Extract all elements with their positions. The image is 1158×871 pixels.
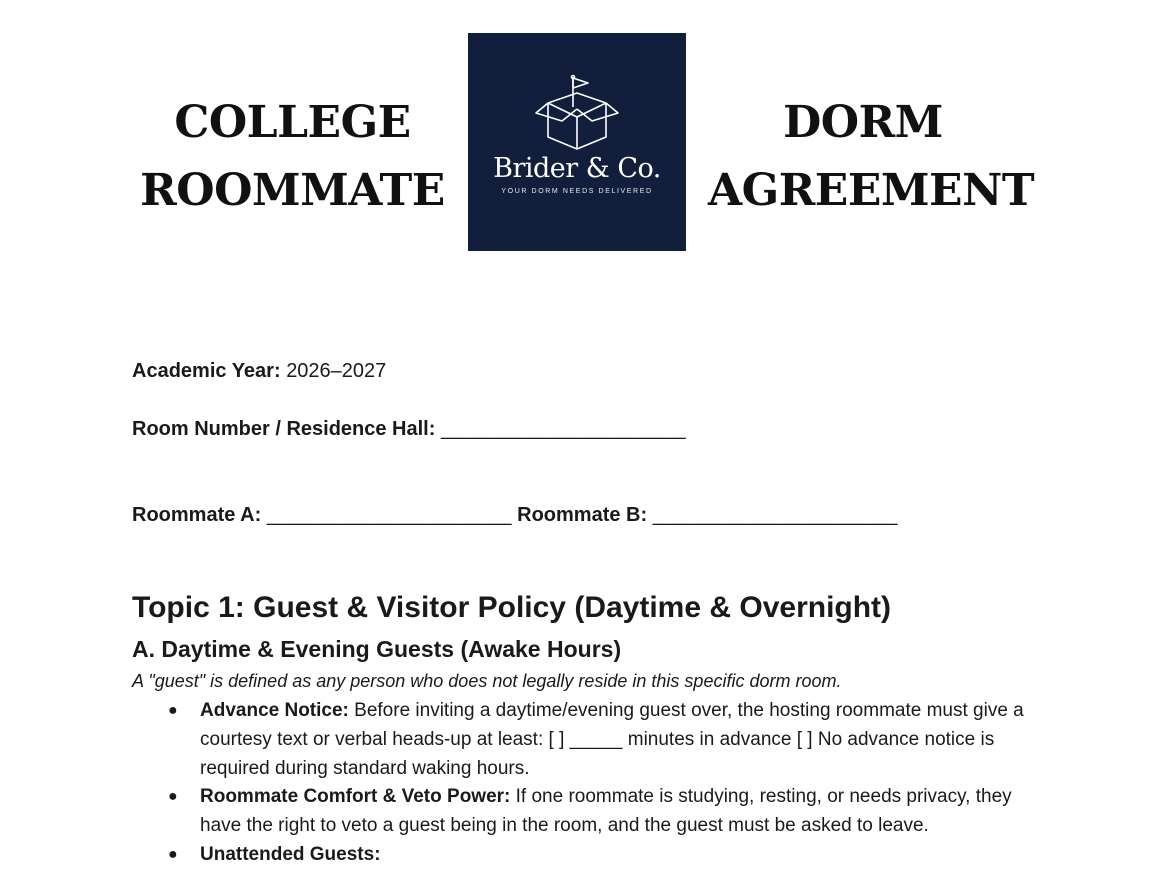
topic-title: Topic 1: Guest & Visitor Policy (Daytime & Overnight): [132, 591, 892, 624]
section-title: A. Daytime & Evening Guests (Awake Hours): [132, 636, 622, 662]
header: [0, 33, 1158, 251]
roommates-row: [132, 504, 897, 527]
roommate-b-label: Roommate B:: [517, 504, 648, 526]
academic-year-label: Academic Year:: [132, 360, 281, 382]
room-row: [132, 418, 686, 441]
title-left-line2: ROOMMATE: [140, 165, 445, 216]
bullet-text: If one roommate is studying, resting, or needs privacy, they have the right to veto a guest being in the room, and the guest must be asked to leave.: [200, 786, 1012, 837]
bullet-label: Roommate Comfort & Veto Power:: [200, 786, 511, 808]
logo-tagline: YOUR DORM NEEDS DELIVERED: [501, 188, 653, 195]
title-right-line2: AGREEMENT: [708, 165, 1035, 216]
academic-year-value: 2026–2027: [286, 360, 387, 382]
academic-year-row: [132, 360, 386, 383]
room-label: Room Number / Residence Hall:: [132, 418, 436, 440]
bullet-text: Before inviting a daytime/evening guest over, the hosting roommate must give a courtesy text or verbal heads-up at least: [ ] _____ minutes in advance [ ] No advance notice is required during standard waking hours.: [200, 700, 1024, 779]
bullet-icon: ●: [168, 845, 178, 863]
roommate-a-blank[interactable]: ______________________: [266, 504, 512, 526]
logo-name: Brider & Co.: [493, 153, 661, 184]
brand-logo: [468, 33, 686, 251]
open-box-with-flag-icon: [532, 73, 622, 153]
title-right: [708, 89, 1035, 225]
roommate-a-label: Roommate A:: [132, 504, 262, 526]
list-item: [132, 697, 1032, 783]
bullet-label: Advance Notice:: [200, 700, 349, 721]
title-right-line1: DORM: [783, 97, 943, 148]
policy-list: [132, 697, 1032, 870]
bullet-label: Unattended Guests:: [200, 843, 381, 865]
bullet-icon: ●: [168, 702, 178, 719]
title-left-line1: COLLEGE: [174, 97, 411, 148]
roommate-b-blank[interactable]: ______________________: [652, 504, 898, 526]
list-item: [132, 841, 1032, 870]
room-blank[interactable]: ______________________: [440, 418, 686, 440]
title-left: [140, 89, 445, 225]
guest-definition: A "guest" is defined as any person who does not legally reside in this specific dorm room.: [132, 671, 842, 691]
list-item: [132, 783, 1032, 841]
bullet-icon: ●: [168, 788, 178, 806]
